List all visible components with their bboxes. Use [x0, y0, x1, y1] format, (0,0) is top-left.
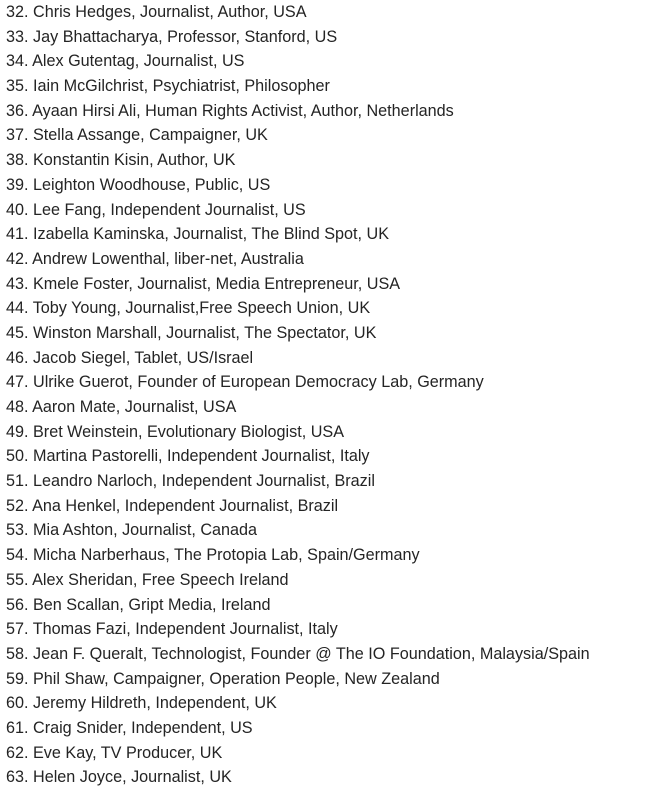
list-item: 46. Jacob Siegel, Tablet, US/Israel — [6, 348, 254, 367]
list-item: 62. Eve Kay, TV Producer, UK — [6, 743, 223, 762]
list-item: 61. Craig Snider, Independent, US — [6, 718, 253, 737]
list-item: 51. Leandro Narloch, Independent Journalist, Brazil — [6, 472, 375, 491]
list-item: 36. Ayaan Hirsi Ali, Human Rights Activist, Author, Netherlands — [6, 101, 454, 120]
list-item: 39. Leighton Woodhouse, Public, US — [6, 175, 271, 194]
list-item: 60. Jeremy Hildreth, Independent, UK — [6, 694, 277, 713]
signatory-list — [6, 0, 590, 790]
list-item: 63. Helen Joyce, Journalist, UK — [6, 768, 232, 787]
list-item: 45. Winston Marshall, Journalist, The Spectator, UK — [6, 323, 377, 342]
list-item: 40. Lee Fang, Independent Journalist, US — [6, 200, 306, 219]
list-item: 48. Aaron Mate, Journalist, USA — [6, 398, 237, 416]
list-item: 49. Bret Weinstein, Evolutionary Biologist, USA — [6, 422, 345, 441]
list-item: 58. Jean F. Queralt, Technologist, Founder @ The IO Foundation, Malaysia/Spain — [6, 644, 590, 663]
list-item: 43. Kmele Foster, Journalist, Media Entrepreneur, USA — [6, 274, 401, 293]
list-item: 54. Micha Narberhaus, The Protopia Lab, Spain/Germany — [6, 546, 420, 565]
list-item: 44. Toby Young, Journalist,Free Speech Union, UK — [6, 299, 371, 318]
list-item: 35. Iain McGilchrist, Psychiatrist, Philosopher — [6, 77, 330, 96]
list-item: 47. Ulrike Guerot, Founder of European Democracy Lab, Germany — [6, 373, 484, 392]
list-item: 52. Ana Henkel, Independent Journalist, Brazil — [6, 496, 339, 515]
list-item: 55. Alex Sheridan, Free Speech Ireland — [6, 570, 289, 589]
list-item: 34. Alex Gutentag, Journalist, US — [6, 52, 245, 71]
list-item: 56. Ben Scallan, Gript Media, Ireland — [6, 595, 271, 614]
list-item: 37. Stella Assange, Campaigner, UK — [6, 126, 268, 145]
list-item: 38. Konstantin Kisin, Author, UK — [6, 151, 236, 170]
list-item: 32. Chris Hedges, Journalist, Author, USA — [6, 3, 307, 21]
list-item: 57. Thomas Fazi, Independent Journalist, Italy — [6, 620, 338, 639]
list-item: 41. Izabella Kaminska, Journalist, The Blind Spot, UK — [6, 225, 390, 244]
list-item: 53. Mia Ashton, Journalist, Canada — [6, 521, 258, 540]
list-item: 33. Jay Bhattacharya, Professor, Stanford, US — [6, 27, 338, 46]
list-item: 42. Andrew Lowenthal, liber-net, Australia — [6, 249, 304, 268]
list-item: 50. Martina Pastorelli, Independent Journalist, Italy — [6, 447, 370, 466]
list-item: 59. Phil Shaw, Campaigner, Operation People, New Zealand — [6, 669, 440, 688]
